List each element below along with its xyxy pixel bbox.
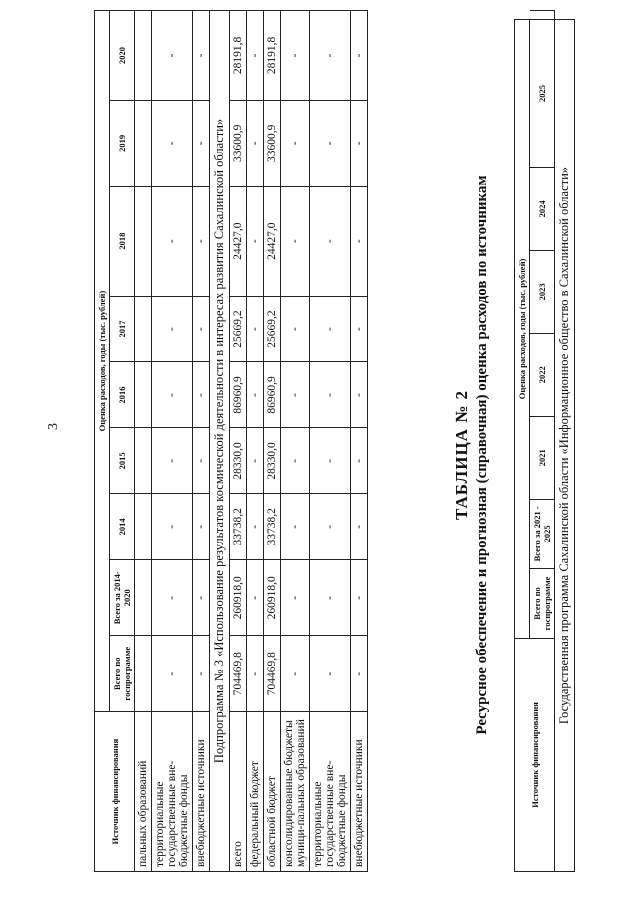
- value-cell: -: [310, 186, 351, 296]
- col-header: 2018: [110, 186, 135, 296]
- header-estimate: Оценка расходов, годы (тыс. рублей): [95, 11, 110, 712]
- value-cell: -: [310, 560, 351, 636]
- value-cell: 25669,2: [230, 296, 247, 362]
- value-cell: 28330,0: [230, 428, 247, 494]
- table-row: [281, 11, 310, 872]
- value-cell: [135, 494, 152, 560]
- source-cell: территориальные государственные вне-бюджетные фонды: [310, 712, 351, 872]
- value-cell: -: [310, 428, 351, 494]
- value-cell: 28191,8: [230, 11, 247, 101]
- program-title: Государственная программа Сахалинской области «Информационное общество в Сахалинской области»: [555, 20, 575, 872]
- value-cell: -: [351, 100, 368, 186]
- col-header: 2021: [530, 416, 555, 499]
- col-header: 2019: [110, 100, 135, 186]
- value-cell: -: [281, 296, 310, 362]
- value-cell: 86960,9: [230, 362, 247, 428]
- value-cell: -: [281, 186, 310, 296]
- value-cell: -: [281, 636, 310, 712]
- col-header: Всего по госпрограмме: [110, 636, 135, 712]
- value-cell: -: [247, 362, 264, 428]
- table-row: [230, 11, 247, 872]
- value-cell: -: [281, 362, 310, 428]
- value-cell: -: [281, 11, 310, 101]
- value-cell: 704469,8: [230, 636, 247, 712]
- value-cell: -: [152, 636, 193, 712]
- value-cell: 33600,9: [264, 100, 281, 186]
- table-row: [264, 11, 281, 872]
- value-cell: -: [193, 11, 210, 101]
- col-header: Всего по госпрограмме: [530, 569, 555, 639]
- col-header: 2016: [110, 362, 135, 428]
- value-cell: 33600,9: [230, 100, 247, 186]
- subprogram-title: Подпрограмма № 3 «Использование результатов космической деятельности в интересах развития Сахалинской области»: [210, 11, 230, 872]
- value-cell: -: [152, 560, 193, 636]
- value-cell: 260918,0: [264, 560, 281, 636]
- value-cell: [135, 100, 152, 186]
- source-cell: территориальные государственные вне-бюджетные фонды: [152, 712, 193, 872]
- value-cell: -: [247, 428, 264, 494]
- resource-table-2: [514, 10, 575, 872]
- value-cell: [135, 636, 152, 712]
- value-cell: -: [351, 296, 368, 362]
- table-row: [152, 11, 193, 872]
- value-cell: -: [310, 11, 351, 101]
- value-cell: -: [247, 186, 264, 296]
- value-cell: -: [351, 494, 368, 560]
- value-cell: [135, 560, 152, 636]
- col-header: 2025: [530, 20, 555, 168]
- value-cell: -: [247, 100, 264, 186]
- table-row: [247, 11, 264, 872]
- header-source: Источник финансирования: [95, 712, 135, 872]
- value-cell: -: [310, 636, 351, 712]
- table-row: [310, 11, 351, 872]
- value-cell: -: [281, 494, 310, 560]
- col-header: 2014: [110, 494, 135, 560]
- value-cell: -: [247, 11, 264, 101]
- value-cell: -: [152, 296, 193, 362]
- value-cell: 24427,0: [264, 186, 281, 296]
- value-cell: -: [281, 100, 310, 186]
- value-cell: -: [193, 494, 210, 560]
- value-cell: -: [247, 560, 264, 636]
- source-cell: внебюджетные источники: [351, 712, 368, 872]
- table-2-subtitle: Ресурсное обеспечение и прогнозная (справочная) оценка расходов по источникам: [474, 175, 490, 735]
- col-header: 2023: [530, 250, 555, 333]
- col-header: 2024: [530, 167, 555, 250]
- value-cell: 24427,0: [230, 186, 247, 296]
- value-cell: -: [193, 636, 210, 712]
- value-cell: 28330,0: [264, 428, 281, 494]
- source-cell: федеральный бюджет: [247, 712, 264, 872]
- value-cell: -: [152, 428, 193, 494]
- value-cell: [135, 362, 152, 428]
- value-cell: 33738,2: [264, 494, 281, 560]
- value-cell: -: [152, 100, 193, 186]
- value-cell: 86960,9: [264, 362, 281, 428]
- source-cell: всего: [230, 712, 247, 872]
- value-cell: -: [152, 11, 193, 101]
- value-cell: -: [193, 296, 210, 362]
- col-header: Всего за 2021 - 2025: [530, 499, 555, 568]
- value-cell: [135, 186, 152, 296]
- value-cell: -: [310, 100, 351, 186]
- value-cell: -: [193, 428, 210, 494]
- value-cell: -: [152, 494, 193, 560]
- source-cell: консолидированные бюджеты муници-пальных образований: [281, 712, 310, 872]
- value-cell: -: [310, 296, 351, 362]
- resource-table-1: [94, 10, 368, 872]
- header-source-2: Источник финансирования: [515, 638, 555, 871]
- table-row: [193, 11, 210, 872]
- value-cell: 704469,8: [264, 636, 281, 712]
- value-cell: [135, 296, 152, 362]
- value-cell: -: [310, 362, 351, 428]
- col-header: 2015: [110, 428, 135, 494]
- value-cell: 25669,2: [264, 296, 281, 362]
- value-cell: -: [193, 362, 210, 428]
- value-cell: [135, 428, 152, 494]
- header-estimate-2: Оценка расходов, годы (тыс. рублей): [515, 20, 530, 639]
- value-cell: -: [247, 296, 264, 362]
- table-row: [351, 11, 368, 872]
- value-cell: -: [281, 560, 310, 636]
- page-number: 3: [46, 423, 61, 430]
- col-header: 2022: [530, 333, 555, 416]
- value-cell: -: [247, 494, 264, 560]
- value-cell: -: [193, 560, 210, 636]
- value-cell: -: [152, 362, 193, 428]
- value-cell: 33738,2: [230, 494, 247, 560]
- value-cell: -: [152, 186, 193, 296]
- value-cell: -: [351, 560, 368, 636]
- source-cell: пальных образований: [135, 712, 152, 872]
- value-cell: -: [351, 186, 368, 296]
- value-cell: -: [193, 186, 210, 296]
- col-header: 2020: [110, 11, 135, 101]
- value-cell: 28191,8: [264, 11, 281, 101]
- value-cell: -: [281, 428, 310, 494]
- value-cell: -: [351, 362, 368, 428]
- value-cell: -: [351, 11, 368, 101]
- table-row: [135, 11, 152, 872]
- value-cell: -: [247, 636, 264, 712]
- col-header: Всего за 2014-2020: [110, 560, 135, 636]
- col-header: 2017: [110, 296, 135, 362]
- source-cell: внебюджетные источники: [193, 712, 210, 872]
- source-cell: областной бюджет: [264, 712, 281, 872]
- value-cell: -: [310, 494, 351, 560]
- table-2-title: ТАБЛИЦА № 2: [452, 389, 471, 521]
- value-cell: -: [351, 428, 368, 494]
- value-cell: -: [193, 100, 210, 186]
- value-cell: 260918,0: [230, 560, 247, 636]
- value-cell: [135, 11, 152, 101]
- value-cell: -: [351, 636, 368, 712]
